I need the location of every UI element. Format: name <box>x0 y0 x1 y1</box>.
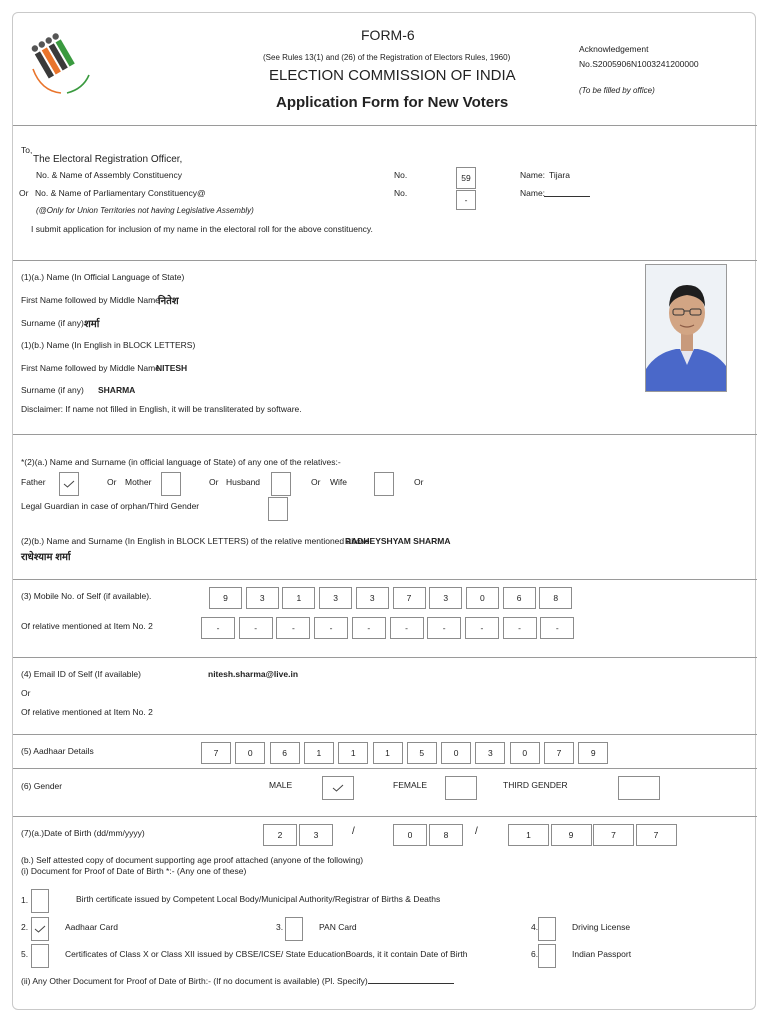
or-label: Or <box>19 188 29 198</box>
acknowledgement-number: No.S2005906N1003241200000 <box>579 59 699 69</box>
dob-label: (7)(a.)Date of Birth (dd/mm/yyyy) <box>21 828 145 838</box>
assembly-no-label: No. <box>394 170 408 180</box>
submit-text: I submit application for inclusion of my name in the electoral roll for the above constituency. <box>31 224 373 234</box>
mobile-digit-box[interactable]: 3 <box>246 587 279 609</box>
parliament-no-box[interactable]: - <box>456 190 476 210</box>
first-name-label: First Name followed by Middle Name <box>21 295 160 305</box>
other-doc-text: (ii) Any Other Document for Proof of Date of Birth:- (If no document is available) (Pl. Specify) <box>21 976 368 986</box>
parliament-no-label: No. <box>394 188 408 198</box>
doc5-checkbox[interactable] <box>31 944 49 968</box>
dob-slash: / <box>475 826 478 837</box>
doc5-number: 5. <box>21 949 29 959</box>
mobile-relative-digit-box[interactable]: - <box>390 617 424 639</box>
checkmark-icon <box>34 925 46 933</box>
acknowledgement-label: Acknowledgement <box>579 44 649 54</box>
female-label: FEMALE <box>393 780 428 790</box>
aadhaar-digit-box[interactable]: 6 <box>270 742 300 764</box>
first-name-label-english: First Name followed by Middle Name <box>21 363 160 373</box>
mobile-digit-box[interactable]: 3 <box>356 587 389 609</box>
dob-year-box[interactable]: 7 <box>593 824 634 846</box>
office-note: (To be filled by office) <box>579 86 655 95</box>
mother-checkbox[interactable] <box>161 472 181 496</box>
dob-year-box[interactable]: 7 <box>636 824 677 846</box>
mobile-self-label: (3) Mobile No. of Self (if available). <box>21 591 152 601</box>
or-label: Or <box>21 688 31 698</box>
mobile-digit-box[interactable]: 8 <box>539 587 572 609</box>
doc-heading: (b.) Self attested copy of document supporting age proof attached (anyone of the following) <box>21 855 364 865</box>
divider <box>13 768 757 769</box>
email-relative-label: Of relative mentioned at Item No. 2 <box>21 707 153 717</box>
mobile-digit-box[interactable]: 0 <box>466 587 499 609</box>
wife-label: Wife <box>330 477 347 487</box>
eci-logo <box>27 29 93 99</box>
email-value: nitesh.sharma@live.in <box>208 669 299 679</box>
doc2-number: 2. <box>21 922 29 932</box>
assembly-name-label: Name: <box>520 170 546 180</box>
aadhaar-digit-box[interactable]: 0 <box>441 742 471 764</box>
father-label: Father <box>21 477 46 487</box>
assembly-name-value: Tijara <box>549 170 570 180</box>
dob-year-box[interactable]: 1 <box>508 824 549 846</box>
mobile-relative-digit-box[interactable]: - <box>503 617 537 639</box>
applicant-photo <box>645 264 727 392</box>
dob-day-box[interactable]: 2 <box>263 824 297 846</box>
aadhaar-digit-box[interactable]: 0 <box>510 742 540 764</box>
dob-month-box[interactable]: 0 <box>393 824 427 846</box>
or-label: Or <box>414 477 424 487</box>
aadhaar-digit-box[interactable]: 1 <box>373 742 403 764</box>
mobile-digit-box[interactable]: 9 <box>209 587 242 609</box>
parliament-label: No. & Name of Parliamentary Constituency@ <box>35 188 206 198</box>
parliament-name-label: Name: <box>520 188 546 198</box>
aadhaar-digit-box[interactable]: 7 <box>544 742 574 764</box>
other-doc-blank[interactable] <box>368 976 454 984</box>
doc1-number: 1. <box>21 895 29 905</box>
surname-label-english: Surname (if any) <box>21 385 84 395</box>
mobile-digit-box[interactable]: 3 <box>429 587 462 609</box>
aadhaar-digit-box[interactable]: 7 <box>201 742 231 764</box>
guardian-label: Legal Guardian in case of orphan/Third Gender <box>21 501 200 511</box>
doc4-checkbox[interactable] <box>538 917 556 941</box>
form-number: FORM-6 <box>361 27 415 43</box>
divider <box>13 579 757 580</box>
father-checkbox[interactable] <box>59 472 79 496</box>
dob-slash: / <box>352 826 355 837</box>
form-title: Application Form for New Voters <box>276 94 509 111</box>
doc3-checkbox[interactable] <box>285 917 303 941</box>
doc-subheading: (i) Document for Proof of Date of Birth *:- (Any one of these) <box>21 866 247 876</box>
surname-hindi: शर्मा <box>84 319 100 330</box>
divider <box>13 657 757 658</box>
mobile-relative-digit-box[interactable]: - <box>314 617 348 639</box>
divider <box>13 734 757 735</box>
aadhaar-digit-box[interactable]: 1 <box>338 742 368 764</box>
guardian-checkbox[interactable] <box>268 497 288 521</box>
aadhaar-digit-box[interactable]: 9 <box>578 742 608 764</box>
form-page <box>12 12 756 1010</box>
surname-english: SHARMA <box>98 385 136 395</box>
mobile-relative-digit-box[interactable]: - <box>352 617 386 639</box>
mobile-relative-digit-box[interactable]: - <box>540 617 574 639</box>
doc1-label: Birth certificate issued by Competent Local Body/Municipal Authority/Registrar of Births & Deaths <box>76 894 441 904</box>
email-self-label: (4) Email ID of Self (If available) <box>21 669 141 679</box>
mobile-digit-box[interactable]: 7 <box>393 587 426 609</box>
to-label: To, <box>21 145 33 155</box>
husband-label: Husband <box>226 477 261 487</box>
assembly-label: No. & Name of Assembly Constituency <box>36 170 182 180</box>
doc4-number: 4. <box>531 922 539 932</box>
divider <box>13 816 757 817</box>
relative-heading-b: (2)(b.) Name and Surname (In English in BLOCK LETTERS) of the relative mentioned above <box>21 536 370 546</box>
third-gender-checkbox[interactable] <box>618 776 660 800</box>
doc2-checkbox[interactable] <box>31 917 49 941</box>
divider <box>13 260 757 261</box>
dob-month-box[interactable]: 8 <box>429 824 463 846</box>
mobile-relative-digit-box[interactable]: - <box>427 617 461 639</box>
relative-name-english: RADHEYSHYAM SHARMA <box>345 536 451 546</box>
doc2-label: Aadhaar Card <box>65 922 118 932</box>
disclaimer: Disclaimer: If name not filled in English, it will be transliterated by software. <box>21 404 302 414</box>
third-gender-label: THIRD GENDER <box>503 780 568 790</box>
checkmark-icon <box>63 480 75 488</box>
male-label: MALE <box>269 780 293 790</box>
or-label: Or <box>209 477 219 487</box>
relative-name-hindi: राधेश्याम शर्मा <box>21 552 71 563</box>
or-label: Or <box>107 477 117 487</box>
mobile-digit-box[interactable]: 6 <box>503 587 536 609</box>
mobile-relative-label: Of relative mentioned at Item No. 2 <box>21 621 153 631</box>
or-label: Or <box>311 477 321 487</box>
rules-reference: (See Rules 13(1) and (26) of the Registration of Electors Rules, 1960) <box>263 53 511 62</box>
checkmark-icon <box>332 784 344 792</box>
husband-checkbox[interactable] <box>271 472 291 496</box>
aadhaar-digit-box[interactable]: 1 <box>304 742 334 764</box>
name-heading-a: (1)(a.) Name (In Official Language of State) <box>21 272 185 282</box>
officer-label: The Electoral Registration Officer, <box>33 154 183 165</box>
doc6-label: Indian Passport <box>572 949 632 959</box>
male-checkbox[interactable] <box>322 776 354 800</box>
doc6-checkbox[interactable] <box>538 944 556 968</box>
ut-note: (@Only for Union Territories not having Legislative Assembly) <box>36 206 254 215</box>
aadhaar-label: (5) Aadhaar Details <box>21 746 94 756</box>
mother-label: Mother <box>125 477 152 487</box>
doc4-label: Driving License <box>572 922 631 932</box>
name-heading-b: (1)(b.) Name (In English in BLOCK LETTERS) <box>21 340 196 350</box>
doc1-checkbox[interactable] <box>31 889 49 913</box>
aadhaar-digit-box[interactable]: 5 <box>407 742 437 764</box>
doc3-label: PAN Card <box>319 922 357 932</box>
parliament-name-blank[interactable] <box>544 196 590 197</box>
mobile-relative-digit-box[interactable]: - <box>201 617 235 639</box>
mobile-digit-box[interactable]: 1 <box>282 587 315 609</box>
mobile-digit-box[interactable]: 3 <box>319 587 352 609</box>
wife-checkbox[interactable] <box>374 472 394 496</box>
first-name-english: NITESH <box>156 363 188 373</box>
dob-day-box[interactable]: 3 <box>299 824 333 846</box>
commission-name: ELECTION COMMISSION OF INDIA <box>269 67 516 84</box>
mobile-relative-digit-box[interactable]: - <box>465 617 499 639</box>
assembly-no-box[interactable]: 59 <box>456 167 476 189</box>
aadhaar-digit-box[interactable]: 0 <box>235 742 265 764</box>
gender-label: (6) Gender <box>21 781 63 791</box>
doc5-label: Certificates of Class X or Class XII issued by CBSE/ICSE/ State EducationBoards, it it contain Date of Birth <box>65 949 468 959</box>
divider <box>13 125 757 126</box>
mobile-relative-digit-box[interactable]: - <box>239 617 273 639</box>
person-photo-icon <box>646 265 727 392</box>
doc3-number: 3. <box>276 922 284 932</box>
relative-heading-a: *(2)(a.) Name and Surname (in official language of State) of any one of the relatives:- <box>21 457 341 467</box>
female-checkbox[interactable] <box>445 776 477 800</box>
divider <box>13 434 757 435</box>
surname-label: Surname (if any) <box>21 318 84 328</box>
other-doc-label <box>21 976 454 986</box>
dob-year-box[interactable]: 9 <box>551 824 592 846</box>
first-name-hindi: नितेश <box>158 296 179 307</box>
doc6-number: 6. <box>531 949 539 959</box>
aadhaar-digit-box[interactable]: 3 <box>475 742 505 764</box>
mobile-relative-digit-box[interactable]: - <box>276 617 310 639</box>
